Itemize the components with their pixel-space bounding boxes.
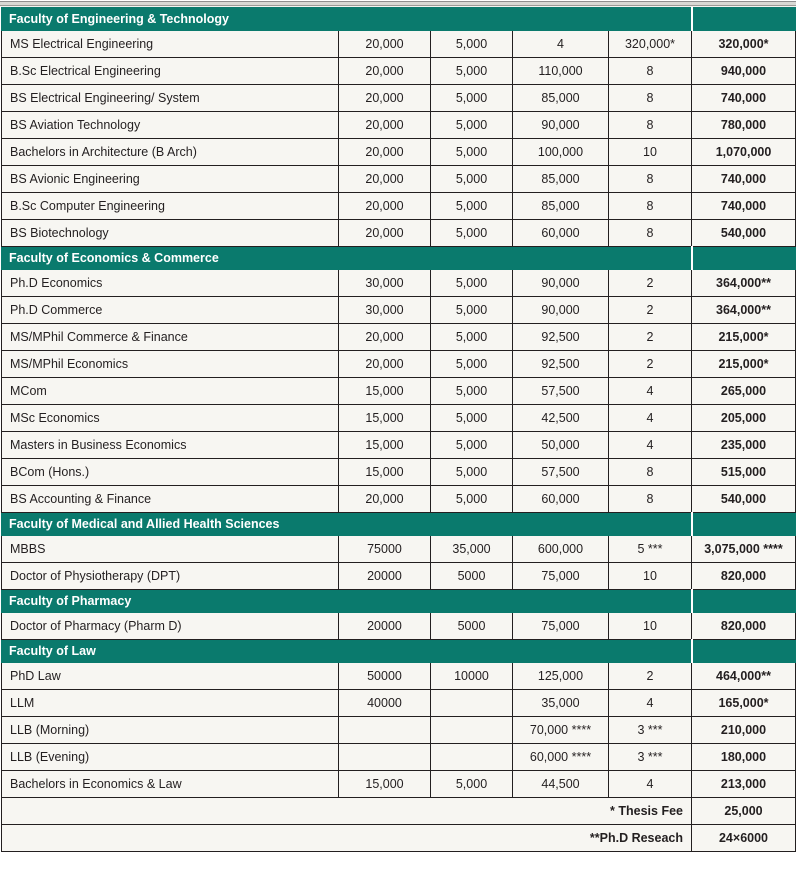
total-fee-cell: 940,000 [692,58,796,85]
faculty-header-spacer [431,247,513,270]
admission-fee-cell: 40000 [339,690,431,717]
admission-fee-cell: 15,000 [339,432,431,459]
admission-fee-cell: 15,000 [339,405,431,432]
semester-fee-cell: 85,000 [513,85,609,112]
security-fee-cell: 5,000 [431,166,513,193]
faculty-header-title: Faculty of Economics & Commerce [2,247,339,270]
admission-fee-cell: 20,000 [339,193,431,220]
total-fee-cell: 205,000 [692,405,796,432]
total-fee-cell: 820,000 [692,563,796,590]
total-fee-cell: 210,000 [692,717,796,744]
table-row [2,717,796,744]
semester-count-cell: 4 [609,690,692,717]
admission-fee-cell: 20000 [339,613,431,640]
total-fee-cell: 540,000 [692,486,796,513]
semester-fee-cell: 57,500 [513,378,609,405]
semester-count-cell: 5 *** [609,536,692,563]
security-fee-cell: 5,000 [431,459,513,486]
faculty-header-spacer [692,590,796,613]
admission-fee-cell [339,744,431,771]
total-fee-cell: 235,000 [692,432,796,459]
faculty-header-spacer [609,590,692,613]
faculty-header-title: Faculty of Pharmacy [2,590,339,613]
semester-fee-cell: 100,000 [513,139,609,166]
admission-fee-cell: 20,000 [339,166,431,193]
semester-fee-cell: 85,000 [513,193,609,220]
faculty-header-spacer [692,8,796,31]
table-row [2,351,796,378]
faculty-header-spacer [692,640,796,663]
security-fee-cell: 5,000 [431,432,513,459]
semester-count-cell: 4 [609,378,692,405]
program-name-cell: BS Aviation Technology [2,112,339,139]
total-fee-cell: 740,000 [692,166,796,193]
admission-fee-cell: 20,000 [339,58,431,85]
table-row [2,139,796,166]
table-row [2,690,796,717]
faculty-header-row [2,513,796,536]
admission-fee-cell: 20,000 [339,139,431,166]
security-fee-cell: 5,000 [431,139,513,166]
semester-count-cell: 4 [609,771,692,798]
program-name-cell: BS Avionic Engineering [2,166,339,193]
program-name-cell: Bachelors in Economics & Law [2,771,339,798]
faculty-header-spacer [513,247,609,270]
semester-fee-cell: 70,000 **** [513,717,609,744]
semester-fee-cell: 50,000 [513,432,609,459]
security-fee-cell: 5,000 [431,351,513,378]
faculty-header-spacer [339,513,431,536]
admission-fee-cell: 75000 [339,536,431,563]
program-name-cell: MCom [2,378,339,405]
semester-fee-cell: 42,500 [513,405,609,432]
faculty-header-spacer [609,247,692,270]
faculty-header-spacer [339,8,431,31]
semester-count-cell: 4 [609,432,692,459]
table-row [2,771,796,798]
semester-count-cell: 3 *** [609,744,692,771]
faculty-header-spacer [513,590,609,613]
security-fee-cell: 5,000 [431,378,513,405]
footnote-row [2,825,796,852]
admission-fee-cell: 20,000 [339,486,431,513]
semester-fee-cell: 125,000 [513,663,609,690]
security-fee-cell: 5,000 [431,58,513,85]
faculty-header-spacer [339,590,431,613]
semester-count-cell: 2 [609,270,692,297]
faculty-header-spacer [609,8,692,31]
semester-count-cell: 4 [609,405,692,432]
security-fee-cell: 5,000 [431,220,513,247]
total-fee-cell: 515,000 [692,459,796,486]
total-fee-cell: 740,000 [692,85,796,112]
semester-fee-cell: 60,000 [513,220,609,247]
security-fee-cell: 5,000 [431,31,513,58]
total-fee-cell: 1,070,000 [692,139,796,166]
page-top-strip [0,0,796,7]
program-name-cell: Doctor of Pharmacy (Pharm D) [2,613,339,640]
table-row [2,166,796,193]
admission-fee-cell: 20,000 [339,31,431,58]
admission-fee-cell: 50000 [339,663,431,690]
semester-fee-cell: 600,000 [513,536,609,563]
fee-structure-table [1,7,796,852]
admission-fee-cell: 30,000 [339,297,431,324]
table-row [2,536,796,563]
admission-fee-cell [339,717,431,744]
total-fee-cell: 364,000** [692,297,796,324]
total-fee-cell: 3,075,000 **** [692,536,796,563]
table-row [2,58,796,85]
semester-count-cell: 2 [609,663,692,690]
faculty-header-spacer [692,247,796,270]
semester-count-cell: 10 [609,139,692,166]
program-name-cell: MS Electrical Engineering [2,31,339,58]
admission-fee-cell: 20,000 [339,220,431,247]
semester-count-cell: 8 [609,193,692,220]
admission-fee-cell: 15,000 [339,459,431,486]
total-fee-cell: 213,000 [692,771,796,798]
faculty-header-spacer [431,513,513,536]
semester-fee-cell: 90,000 [513,112,609,139]
semester-count-cell: 8 [609,85,692,112]
security-fee-cell [431,690,513,717]
total-fee-cell: 180,000 [692,744,796,771]
faculty-header-spacer [513,640,609,663]
faculty-header-title: Faculty of Engineering & Technology [2,8,339,31]
total-fee-cell: 780,000 [692,112,796,139]
semester-count-cell: 3 *** [609,717,692,744]
semester-fee-cell: 4 [513,31,609,58]
semester-fee-cell: 92,500 [513,324,609,351]
program-name-cell: Doctor of Physiotherapy (DPT) [2,563,339,590]
semester-count-cell: 2 [609,297,692,324]
semester-fee-cell: 90,000 [513,297,609,324]
faculty-header-row [2,247,796,270]
program-name-cell: BS Accounting & Finance [2,486,339,513]
footnote-value: 24×6000 [692,825,796,852]
footnote-label: * Thesis Fee [2,798,692,825]
faculty-header-row [2,8,796,31]
semester-count-cell: 2 [609,324,692,351]
table-row [2,432,796,459]
semester-count-cell: 8 [609,166,692,193]
semester-count-cell: 320,000* [609,31,692,58]
semester-fee-cell: 90,000 [513,270,609,297]
total-fee-cell: 740,000 [692,193,796,220]
admission-fee-cell: 20,000 [339,112,431,139]
table-row [2,378,796,405]
faculty-header-row [2,640,796,663]
semester-fee-cell: 110,000 [513,58,609,85]
semester-fee-cell: 92,500 [513,351,609,378]
table-row [2,486,796,513]
semester-fee-cell: 57,500 [513,459,609,486]
program-name-cell: LLB (Morning) [2,717,339,744]
program-name-cell: MS/MPhil Economics [2,351,339,378]
footnote-label: **Ph.D Reseach [2,825,692,852]
faculty-header-title: Faculty of Medical and Allied Health Sciences [2,513,339,536]
semester-count-cell: 10 [609,563,692,590]
footnote-value: 25,000 [692,798,796,825]
program-name-cell: MS/MPhil Commerce & Finance [2,324,339,351]
semester-count-cell: 10 [609,613,692,640]
program-name-cell: BCom (Hons.) [2,459,339,486]
program-name-cell: Ph.D Commerce [2,297,339,324]
program-name-cell: LLB (Evening) [2,744,339,771]
admission-fee-cell: 15,000 [339,771,431,798]
security-fee-cell: 5,000 [431,771,513,798]
faculty-header-spacer [513,8,609,31]
table-row [2,563,796,590]
admission-fee-cell: 20,000 [339,351,431,378]
fee-table-body [2,8,796,852]
table-row [2,405,796,432]
total-fee-cell: 215,000* [692,351,796,378]
total-fee-cell: 165,000* [692,690,796,717]
admission-fee-cell: 20000 [339,563,431,590]
semester-fee-cell: 60,000 **** [513,744,609,771]
semester-fee-cell: 60,000 [513,486,609,513]
program-name-cell: Bachelors in Architecture (B Arch) [2,139,339,166]
admission-fee-cell: 20,000 [339,85,431,112]
footnote-row [2,798,796,825]
security-fee-cell [431,717,513,744]
security-fee-cell: 5,000 [431,112,513,139]
semester-count-cell: 8 [609,112,692,139]
table-row [2,324,796,351]
faculty-header-spacer [339,247,431,270]
table-row [2,744,796,771]
semester-fee-cell: 44,500 [513,771,609,798]
program-name-cell: LLM [2,690,339,717]
program-name-cell: BS Biotechnology [2,220,339,247]
semester-count-cell: 2 [609,351,692,378]
total-fee-cell: 820,000 [692,613,796,640]
faculty-header-title: Faculty of Law [2,640,339,663]
admission-fee-cell: 30,000 [339,270,431,297]
table-row [2,85,796,112]
faculty-header-spacer [609,640,692,663]
security-fee-cell: 5,000 [431,486,513,513]
security-fee-cell: 5,000 [431,405,513,432]
semester-count-cell: 8 [609,58,692,85]
semester-count-cell: 8 [609,220,692,247]
table-row [2,459,796,486]
faculty-header-row [2,590,796,613]
program-name-cell: PhD Law [2,663,339,690]
faculty-header-spacer [431,8,513,31]
faculty-header-spacer [431,640,513,663]
total-fee-cell: 540,000 [692,220,796,247]
security-fee-cell: 5,000 [431,297,513,324]
semester-fee-cell: 35,000 [513,690,609,717]
program-name-cell: MSc Economics [2,405,339,432]
semester-count-cell: 8 [609,459,692,486]
semester-fee-cell: 85,000 [513,166,609,193]
total-fee-cell: 464,000** [692,663,796,690]
table-row [2,220,796,247]
total-fee-cell: 320,000* [692,31,796,58]
faculty-header-spacer [609,513,692,536]
table-row [2,297,796,324]
security-fee-cell: 5,000 [431,85,513,112]
security-fee-cell: 5000 [431,563,513,590]
table-row [2,270,796,297]
faculty-header-spacer [513,513,609,536]
program-name-cell: Ph.D Economics [2,270,339,297]
table-row [2,193,796,220]
table-row [2,613,796,640]
security-fee-cell: 5,000 [431,324,513,351]
program-name-cell: B.Sc Computer Engineering [2,193,339,220]
table-row [2,31,796,58]
admission-fee-cell: 15,000 [339,378,431,405]
security-fee-cell: 35,000 [431,536,513,563]
table-row [2,663,796,690]
program-name-cell: BS Electrical Engineering/ System [2,85,339,112]
semester-fee-cell: 75,000 [513,613,609,640]
program-name-cell: MBBS [2,536,339,563]
admission-fee-cell: 20,000 [339,324,431,351]
total-fee-cell: 364,000** [692,270,796,297]
security-fee-cell: 5,000 [431,270,513,297]
security-fee-cell: 5,000 [431,193,513,220]
program-name-cell: B.Sc Electrical Engineering [2,58,339,85]
semester-count-cell: 8 [609,486,692,513]
security-fee-cell: 5000 [431,613,513,640]
table-row [2,112,796,139]
total-fee-cell: 215,000* [692,324,796,351]
faculty-header-spacer [431,590,513,613]
security-fee-cell: 10000 [431,663,513,690]
semester-fee-cell: 75,000 [513,563,609,590]
total-fee-cell: 265,000 [692,378,796,405]
faculty-header-spacer [339,640,431,663]
security-fee-cell [431,744,513,771]
program-name-cell: Masters in Business Economics [2,432,339,459]
faculty-header-spacer [692,513,796,536]
